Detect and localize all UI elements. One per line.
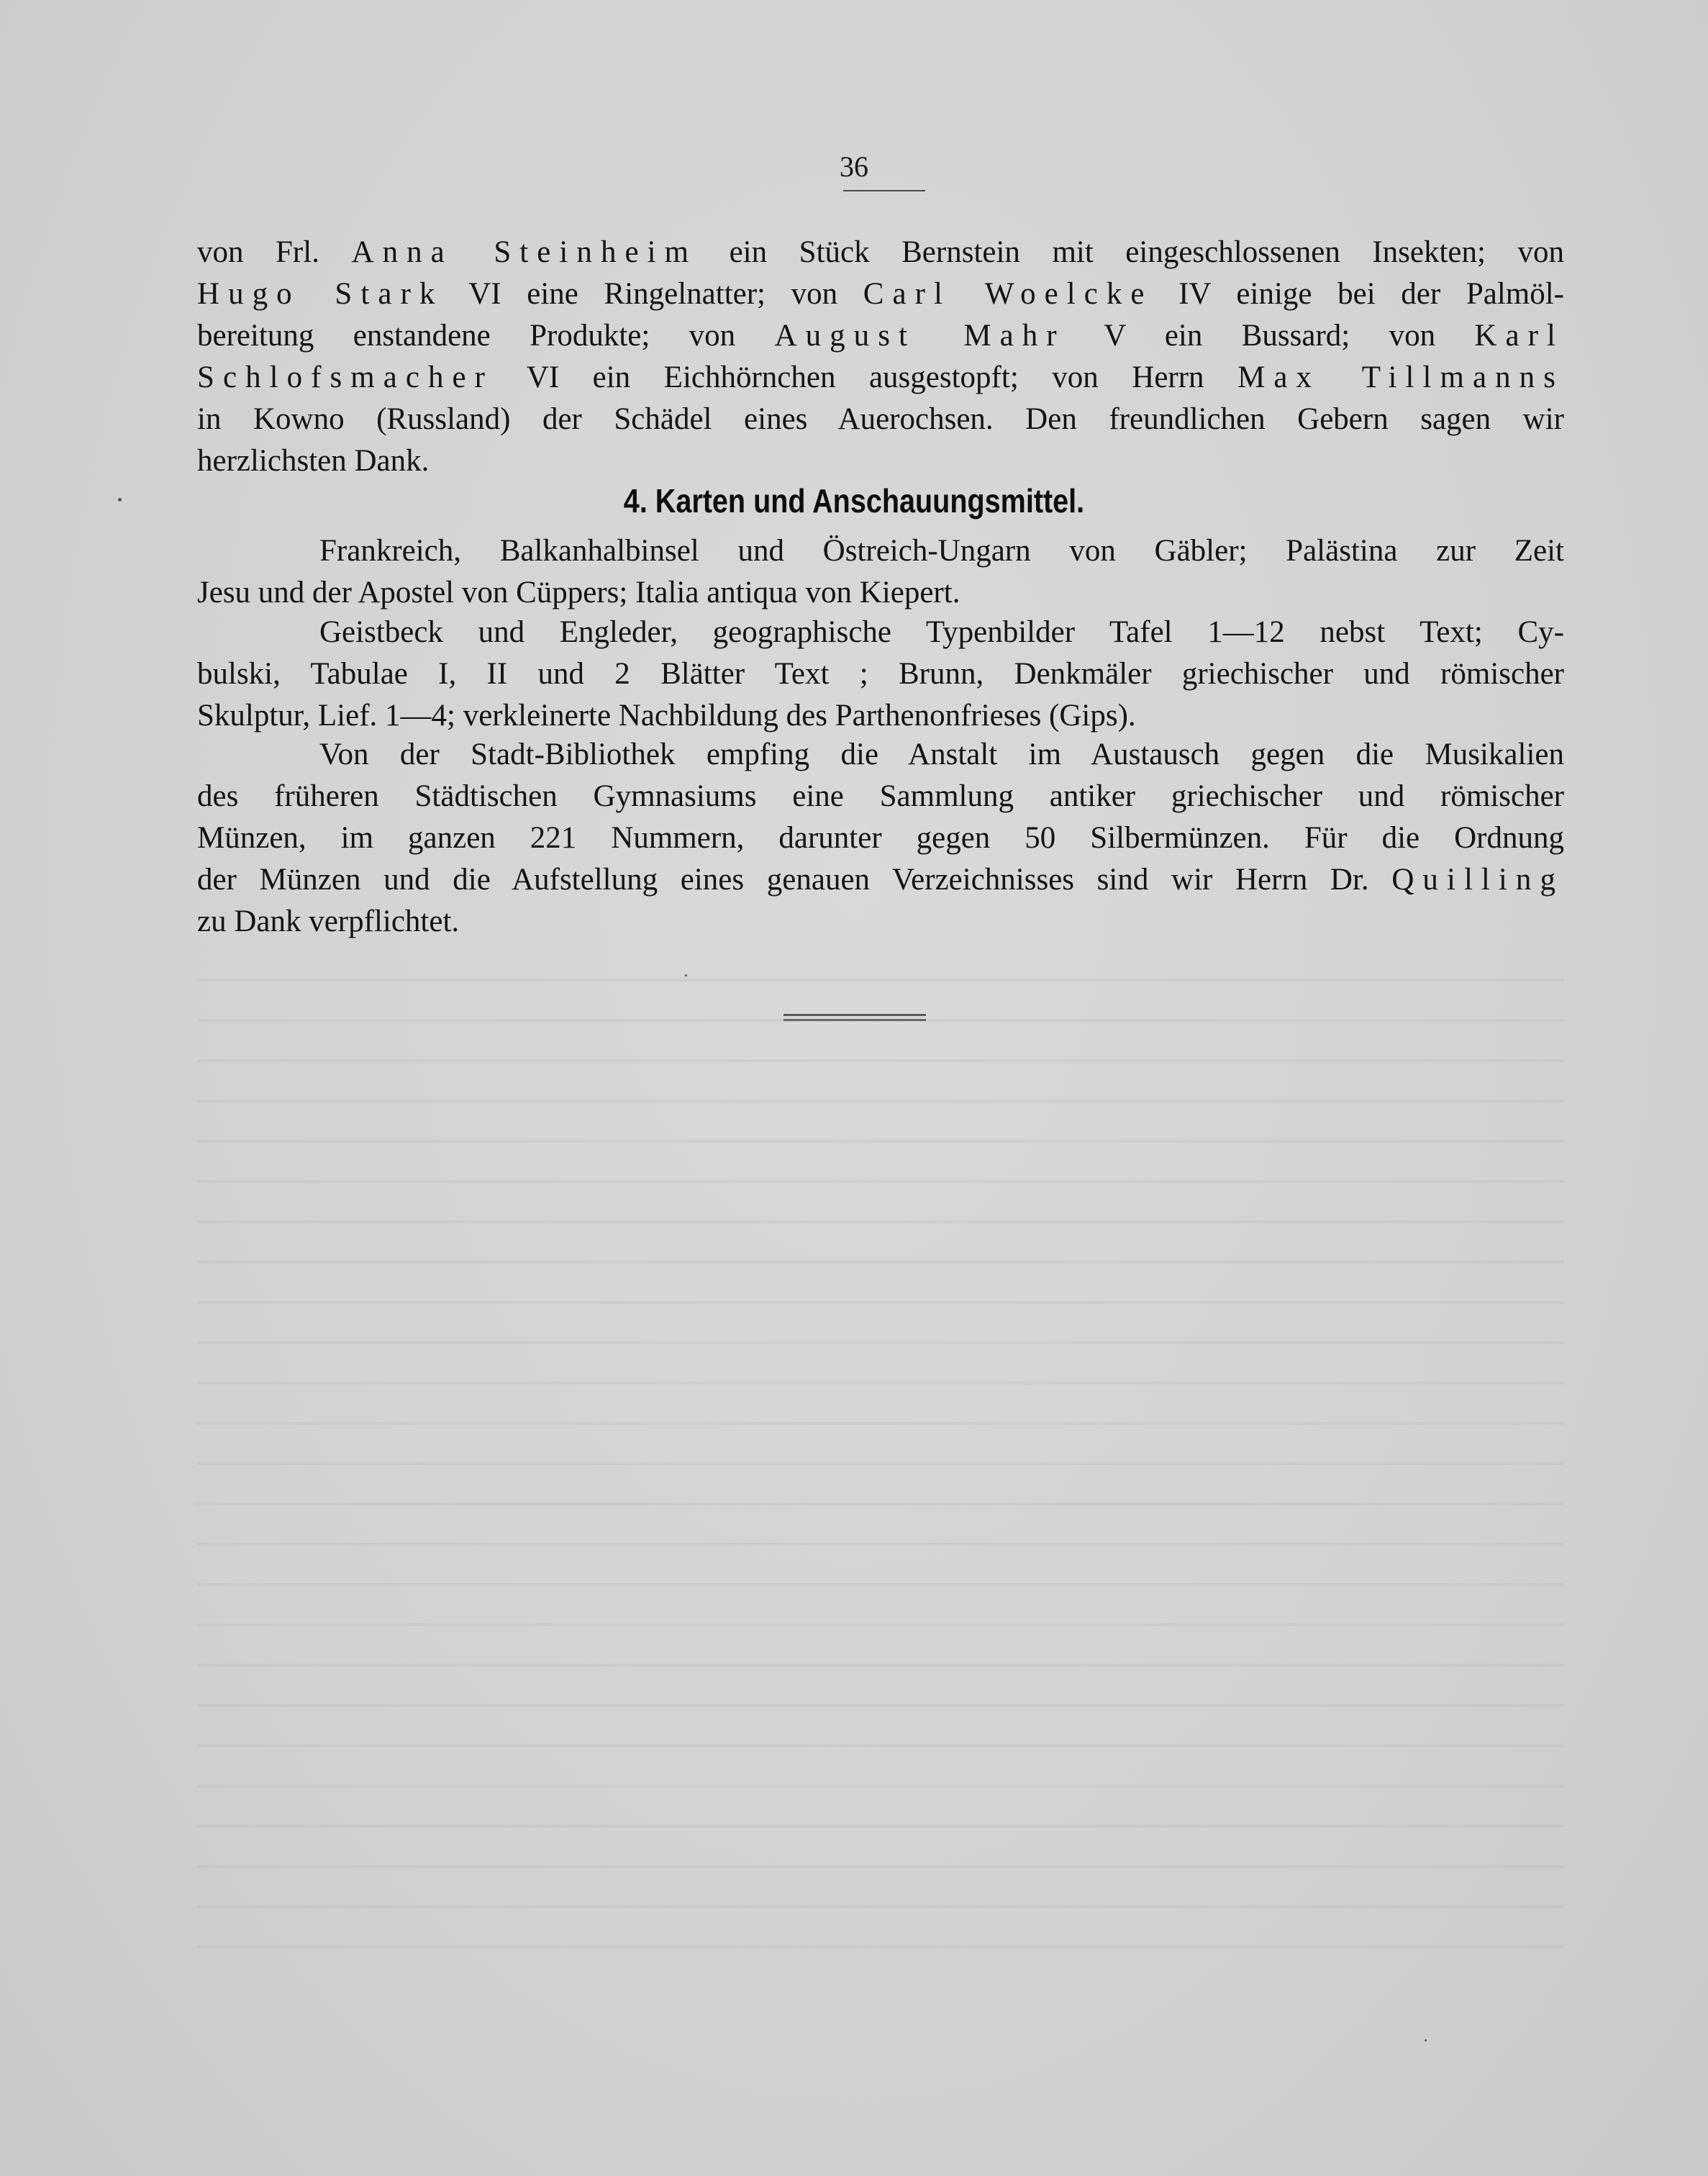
text-line: Skulptur, Lief. 1—4; verkleinerte Nachbildung des Parthenonfrieses (Gips). (197, 699, 1136, 733)
donor-name: Schlofsmacher (197, 361, 494, 394)
text-line: bulski, Tabulae I, II und 2 Blätter Text ; Brunn, Denkmäler griechischer und römischer (197, 657, 1564, 691)
person-name: Quilling (1391, 863, 1564, 897)
text-line: zu Dank verpflichtet. (197, 905, 460, 938)
text-line: in Kowno (Russland) der Schädel eines Auerochsen. Den freundlichen Gebern sagen wir (197, 402, 1564, 436)
text-line: Jesu und der Apostel von Cüppers; Italia antiqua von Kiepert. (197, 576, 960, 609)
donor-name: Carl Woelcke (863, 277, 1153, 311)
donor-name: Hugo Stark (197, 277, 444, 311)
text-line: Hugo Stark VI eine Ringelnatter; von Carl Woelcke IV einige bei der Palmöl- (197, 277, 1564, 311)
text-line: Schlofsmacher VI ein Eichhörnchen ausgestopft; von Herrn Max Tillmanns (197, 361, 1564, 394)
text-line: der Münzen und die Aufstellung eines genauen Verzeichnisses sind wir Herrn Dr. Quilling (197, 863, 1564, 897)
text-line: herzlichsten Dank. (197, 444, 430, 478)
show-through-texture (197, 950, 1564, 1957)
typenbilder-paragraph (197, 612, 1564, 737)
donations-paragraph (197, 232, 1564, 482)
closing-rule (783, 1014, 926, 1016)
text-line: Münzen, im ganzen 221 Nummern, darunter gegen 50 Silbermünzen. Für die Ordnung (197, 821, 1564, 855)
closing-rule (783, 1019, 926, 1021)
donor-name: Anna Steinheim (351, 235, 698, 269)
print-speck (1425, 2039, 1427, 2041)
text-line: bereitung enstandene Produkte; von August Mahr V ein Bussard; von Karl (197, 319, 1564, 353)
page-number: 36 (840, 150, 868, 183)
text-line: Frankreich, Balkanhalbinsel und Östreich-Ungarn von Gäbler; Palästina zur Zeit (319, 534, 1564, 568)
print-speck (118, 498, 122, 502)
section-heading: 4. Karten und Anschauungsmittel. (623, 482, 1085, 520)
text-line: Von der Stadt-Bibliothek empfing die Anstalt im Austausch gegen die Musikalien (319, 738, 1564, 771)
donor-name: August Mahr (774, 319, 1066, 353)
print-speck (685, 974, 687, 976)
text-line: von Frl. Anna Steinheim ein Stück Bernstein mit eingeschlossenen Insekten; von (197, 235, 1564, 269)
text-line: des früheren Städtischen Gymnasiums eine Sammlung antiker griechischer und römischer (197, 779, 1564, 813)
maps-paragraph (197, 530, 1564, 614)
page-number-rule (843, 190, 925, 191)
donor-name: Karl (1474, 319, 1564, 353)
donor-name: Max Tillmanns (1237, 361, 1564, 394)
text-line: Geistbeck und Engleder, geographische Typenbilder Tafel 1—12 nebst Text; Cy- (319, 615, 1564, 649)
coins-paragraph (197, 734, 1564, 943)
